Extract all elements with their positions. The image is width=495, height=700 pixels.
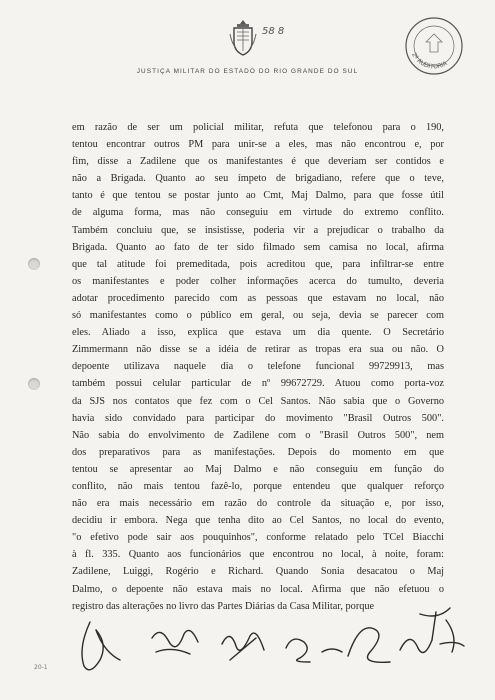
- text-line: depoente utilizava naquele dia o telefone funcional 99729913, mas: [72, 361, 444, 373]
- text-line: também possui celular particular de nº 99672729. Atuou como porta-voz: [72, 378, 444, 390]
- text-line: fim, disse a Zadilene que os manifestantes é que deveriam ser contidos e: [72, 156, 444, 168]
- text-line: adotar procedimento parecido com as pessoas que estavam no local, não: [72, 292, 444, 304]
- text-line: só manifestantes como o público em geral, ou seja, devia se parecer com: [72, 310, 444, 322]
- text-line: eles. Aliado a isso, explica que estava um dia quente. O Secretário: [72, 327, 444, 339]
- text-line: havia sido convidado para participar do movimento "Brasil Outros 500".: [72, 412, 444, 424]
- text-line: "o efetivo pode sair aos pouquinhos", conforme relatado pelo TCel Biacchi: [72, 532, 444, 544]
- text-line: decidiu ir embora. Nega que tenha dito ao Cel Santos, no local do evento,: [72, 515, 444, 527]
- text-line: tentou se apresentar ao Maj Dalmo e não conseguiu em função do: [72, 463, 444, 475]
- text-line: tentou encontrar outros PM para unir-se a eles, mas não encontrou e, por: [72, 139, 444, 151]
- text-line: Zimmermann não disse se a idéia de retirar as tropas era sua ou não. O: [72, 344, 444, 356]
- page-number: 20-1: [34, 664, 48, 671]
- text-line: Também concluiu que, se insistisse, poderia vir a prejudicar o trabalho da: [72, 224, 444, 236]
- text-line: Zadilene, Luiggi, Rogério e Richard. Quando Sonia desacatou o Maj: [72, 566, 444, 578]
- text-line: que tal atitude foi premeditada, pois acreditou que, para infiltrar-se entre: [72, 258, 444, 270]
- text-line: Dalmo, o depoente não estava mais no local. Afirma que não efetuou o: [72, 583, 444, 595]
- text-line: tanto é que tentou se postar junto ao Cmt, Maj Dalmo, para que fosse útil: [72, 190, 444, 202]
- text-line: à fl. 335. Quanto aos funcionários que encontrou no local, à noite, foram:: [72, 549, 444, 561]
- body-text: [72, 119, 444, 615]
- coat-of-arms-icon: [228, 18, 258, 58]
- text-line: registro das alterações no livro das Partes Diárias da Casa Militar, porque: [72, 600, 375, 612]
- text-line: não a Brigada. Quanto ao seu ímpeto de brigadiano, refere que o teve,: [72, 173, 444, 185]
- stamp-text: 2ª AUDITORIA: [410, 51, 449, 71]
- punch-hole: [28, 378, 40, 390]
- text-line: conflito, não mais tentou fazê-lo, porque entendeu que qualquer reforço: [72, 480, 444, 492]
- text-line: Não sabia do envolvimento de Zadilene com o "Brasil Outros 500", nem: [72, 429, 444, 441]
- text-line: não era mais necessário em razão do controle da situação e, por isso,: [72, 498, 444, 510]
- signatures-icon: [60, 600, 480, 690]
- text-line: em razão de ser um policial militar, refuta que telefonou para o 190,: [72, 122, 444, 133]
- text-line: dos preparativos para as manifestações. Depois do momento em que: [72, 446, 444, 458]
- punch-hole: [28, 258, 40, 270]
- text-line: de alguma forma, mas não conseguiu em virtude do extremo conflito.: [72, 207, 444, 219]
- auditoria-stamp-icon: [402, 14, 466, 78]
- text-line: Brigada. Quanto ao fato de ter sido filmado sem camisa no local, afirma: [72, 241, 444, 253]
- handwritten-page-mark: 58 8: [262, 26, 285, 37]
- text-line: da SJS nos contatos que fez com o Cel Santos. Não sabia que o Governo: [72, 395, 444, 407]
- institution-header: JUSTIÇA MILITAR DO ESTADO DO RIO GRANDE DO SUL: [136, 68, 359, 75]
- text-line: os manifestantes e poder colher informações acerca do tumulto, deveria: [72, 275, 444, 287]
